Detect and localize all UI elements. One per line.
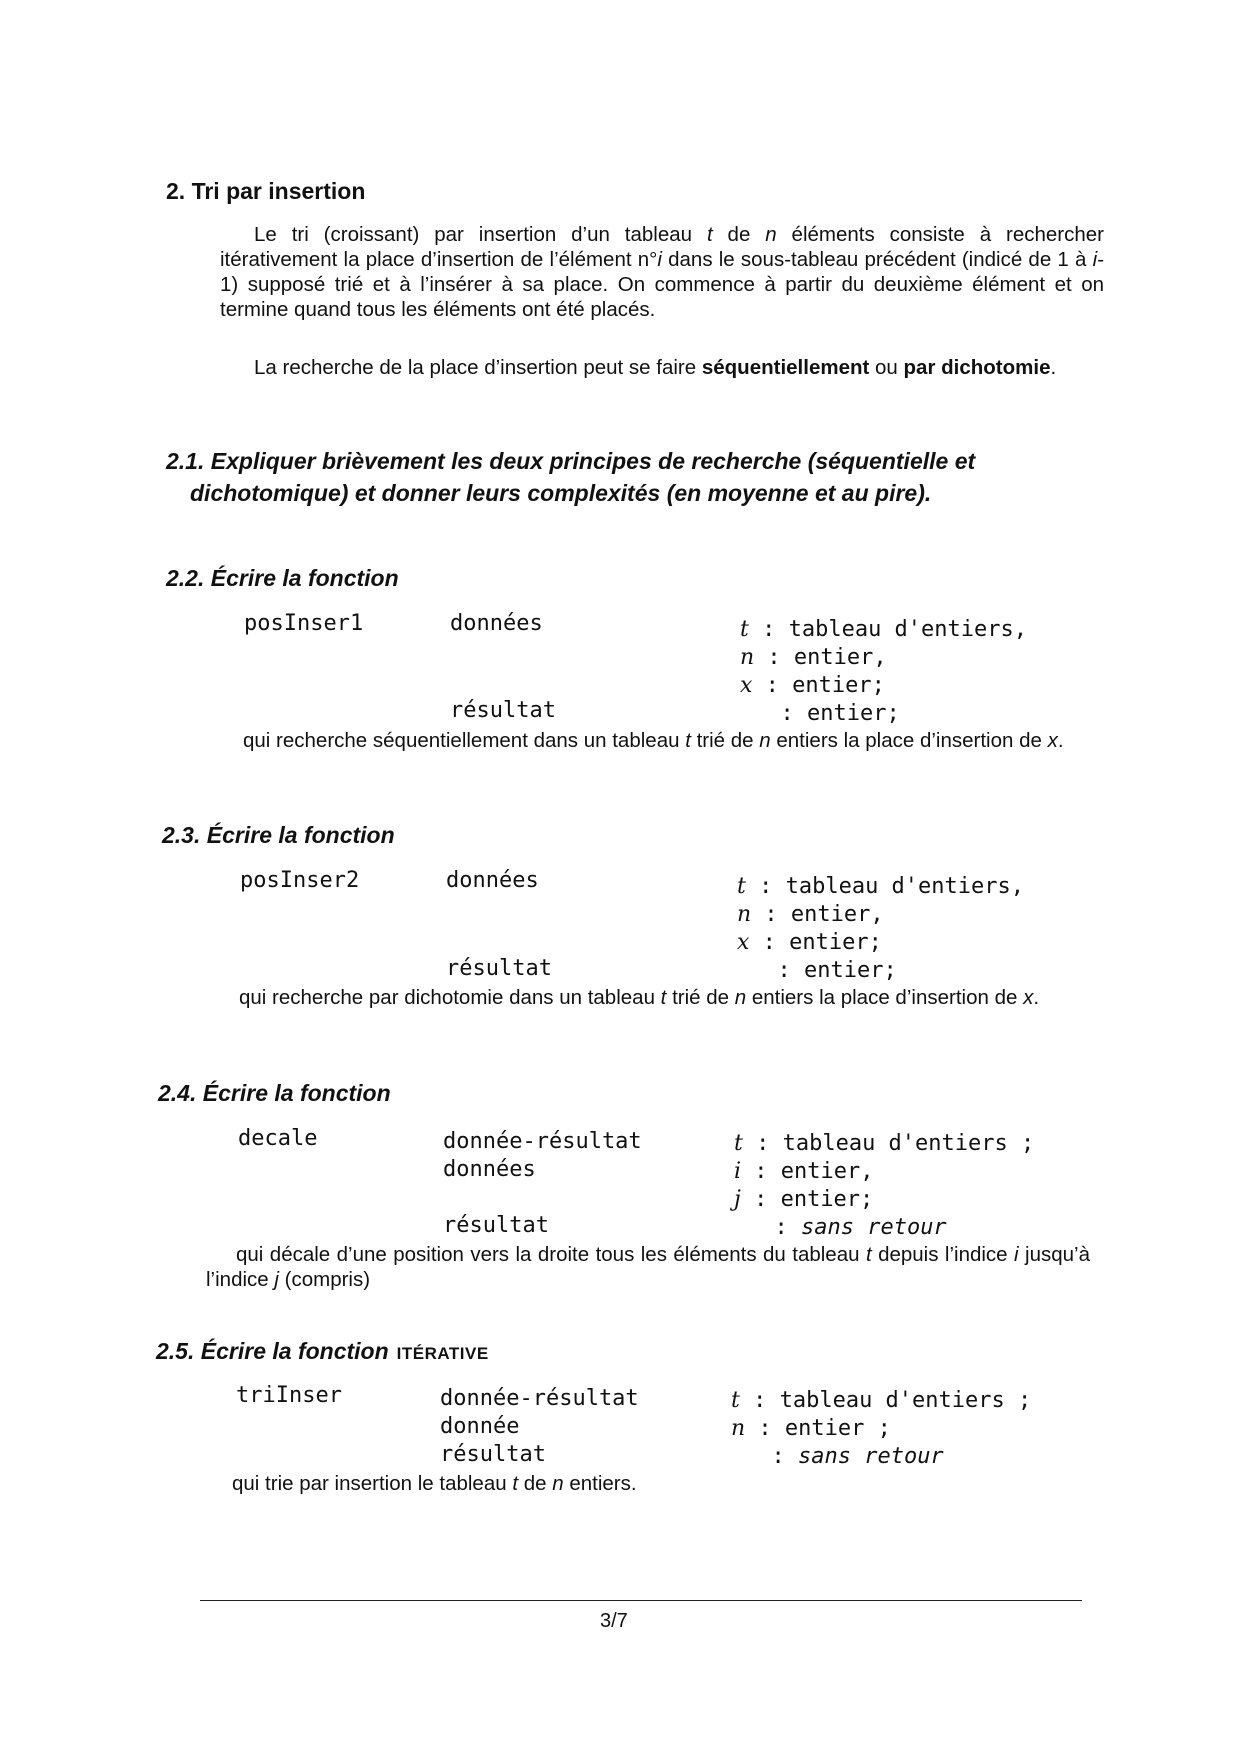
question-2-3-title: 2.3. Écrire la fonction [162, 822, 395, 848]
param-row: t : tableau d'entiers, [740, 617, 1028, 642]
result-row: : entier; [754, 701, 900, 726]
donnees-label: données [443, 1157, 536, 1182]
param-row: j : entier; [734, 1187, 874, 1212]
question-2-5-title: 2.5. Écrire la fonction ITÉRATIVE [156, 1338, 489, 1364]
donnee-label: donnée [440, 1414, 520, 1439]
function-description: qui trie par insertion le tableau t de n entiers. [232, 1472, 637, 1495]
function-name-posinser1: posInser1 [244, 611, 364, 636]
resultat-label: résultat [450, 698, 556, 723]
page-number: 3/7 [600, 1610, 628, 1632]
function-description: qui décale d’une position vers la droite tous les éléments du tableau t depuis l’indice i jusqu’à l’indice j (compris) [206, 1243, 1090, 1291]
function-description: qui recherche par dichotomie dans un tableau t trié de n entiers la place d’insertion de x. [239, 986, 1040, 1009]
section-title: 2. Tri par insertion [166, 178, 366, 204]
question-2-4-title: 2.4. Écrire la fonction [158, 1080, 391, 1106]
resultat-label: résultat [440, 1442, 546, 1467]
question-2-2-title: 2.2. Écrire la fonction [166, 565, 399, 591]
function-description: qui recherche séquentiellement dans un tableau t trié de n entiers la place d’insertion de x. [243, 729, 1064, 752]
donnee-resultat-label: donnée-résultat [440, 1386, 639, 1411]
param-row: x : entier; [740, 673, 885, 698]
question-2-1: 2.1. Expliquer brièvement les deux principes de recherche (séquentielle et dichotomique) et donner leurs complexités (en moyenne et au pire). [166, 448, 976, 506]
resultat-label: résultat [446, 956, 552, 981]
result-row: : sans retour [745, 1444, 944, 1469]
function-name-posinser2: posInser2 [240, 868, 360, 893]
intro-paragraph: Le tri (croissant) par insertion d’un tableau t de n éléments consiste à rechercher itérativement la place d’insertion de l’élément n°i dans le sous-tableau précédent (indicé de 1 à i-1) supposé trié et à l’insérer à sa place. On commence à partir du deuxième élément et on termine quand tous les éléments ont été placés. [220, 223, 1105, 321]
param-row: n : entier ; [731, 1416, 891, 1441]
function-name-triinser: triInser [236, 1383, 342, 1408]
param-row: n : entier, [740, 645, 887, 670]
param-row: t : tableau d'entiers ; [734, 1131, 1035, 1156]
donnees-label: données [446, 868, 539, 893]
result-row: : entier; [751, 958, 897, 983]
donnee-resultat-label: donnée-résultat [443, 1129, 642, 1154]
param-row: t : tableau d'entiers, [737, 874, 1025, 899]
footer-rule [200, 1600, 1082, 1601]
resultat-label: résultat [443, 1213, 549, 1238]
function-name-decale: decale [238, 1126, 318, 1151]
donnees-label: données [450, 611, 543, 636]
param-row: n : entier, [737, 902, 884, 927]
param-row: t : tableau d'entiers ; [731, 1388, 1032, 1413]
param-row: i : entier, [734, 1159, 874, 1184]
param-row: x : entier; [737, 930, 882, 955]
result-row: : sans retour [748, 1215, 947, 1240]
search-paragraph: La recherche de la place d’insertion peut se faire séquentiellement ou par dichotomie. [254, 356, 1057, 379]
